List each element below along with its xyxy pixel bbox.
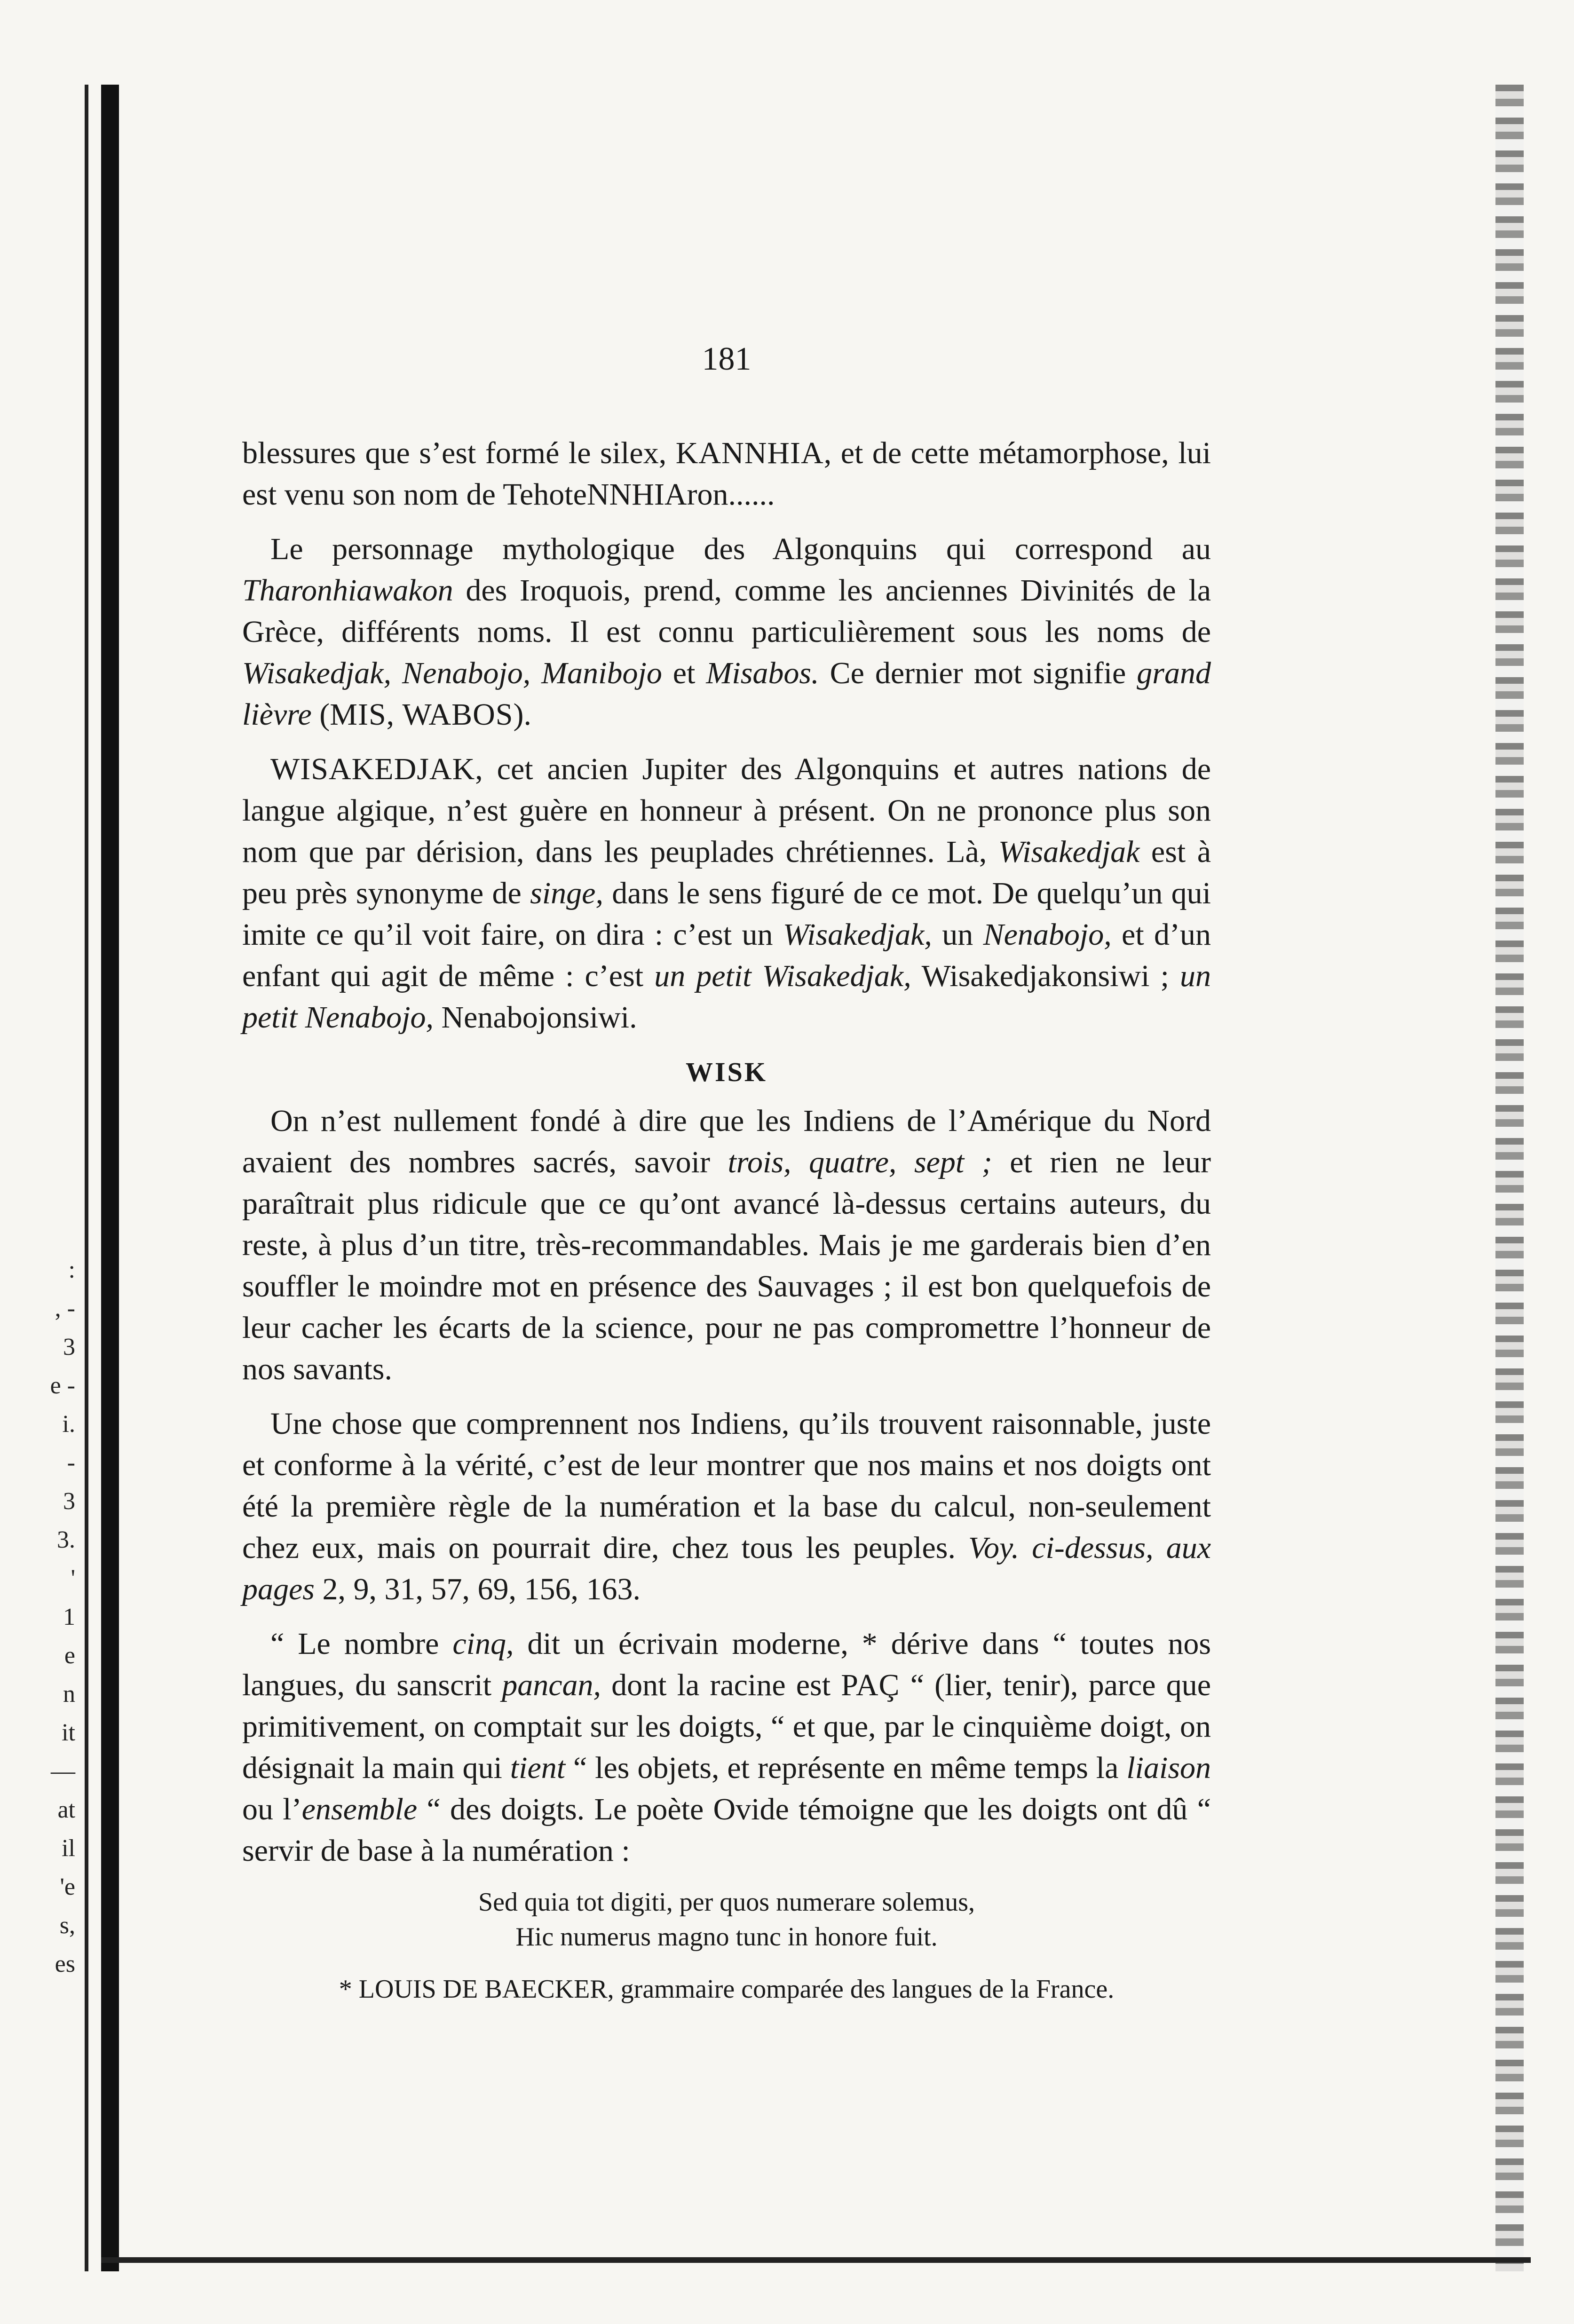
section-heading: WISK xyxy=(686,1057,767,1087)
text-run: des Iroquois, prend, comme les anciennes Divinités de la Grèce, différents noms. Il est connu particulièrement sous les noms de xyxy=(242,573,1211,649)
text-run: Ce dernier mot signifie xyxy=(819,656,1137,690)
margin-fragment: it xyxy=(62,1719,75,1746)
paragraph xyxy=(242,1403,1211,1610)
italic-text: ensemble xyxy=(301,1792,418,1826)
margin-fragment: - xyxy=(67,1449,75,1476)
margin-fragment: es xyxy=(55,1951,75,1977)
paragraph xyxy=(242,433,1211,515)
margin-fragment: il xyxy=(62,1835,75,1862)
text-run: et rien ne leur paraîtrait plus ridicule que ce qu’ont avancé là-dessus certains auteurs, du reste, à plus d’un titre, très-recommandables. Mais je me garderais bien d’en souffler le moindre mot en présence des Sauvages ; il est bon quelquefois de leur cacher les écarts de la science, pour ne pas compromettre l’honneur de nos savants. xyxy=(242,1145,1211,1386)
margin-fragment: s, xyxy=(59,1912,75,1939)
text-run: “ (lier, tenir), parce que primitivement, on comptait sur les doigts, “ et que, par le cinquième doigt, on désignait la main qui xyxy=(242,1668,1211,1785)
italic-text: un petit Wisakedjak, xyxy=(654,959,911,993)
text-run: , et de cette métamorphose, lui est venu son nom de TehoteNNHIAron...... xyxy=(242,436,1211,512)
margin-fragment: 3. xyxy=(57,1526,75,1553)
margin-fragment: i. xyxy=(62,1411,75,1438)
smallcaps-text: KANNHIA xyxy=(675,436,824,470)
paragraph-group-1 xyxy=(242,433,1211,1038)
margin-fragment: 'e xyxy=(60,1873,75,1900)
text-run: dans le sens figuré de ce mot. De quelqu’un qui imite ce qu’il voit faire, on dira : c’est un xyxy=(242,876,1211,952)
text-run: un xyxy=(932,917,983,952)
paragraph xyxy=(242,1623,1211,1872)
text-run: “ les objets, et représente en même temps la xyxy=(565,1751,1127,1785)
paragraph-group-2 xyxy=(242,1100,1211,1872)
margin-fragment: 1 xyxy=(63,1604,75,1630)
italic-text: cinq, xyxy=(452,1627,514,1661)
margin-fragment: at xyxy=(57,1796,75,1823)
smallcaps-text: PAÇ xyxy=(841,1668,900,1702)
margin-fragment: n xyxy=(63,1681,75,1707)
italic-text: Wisakedjak xyxy=(998,835,1140,869)
margin-fragment: ' xyxy=(71,1565,75,1592)
text-run: ou l’ xyxy=(242,1792,302,1826)
page-number: 181 xyxy=(702,341,751,377)
scan-border-bottom xyxy=(101,2257,1531,2263)
text-run: dont la racine est xyxy=(601,1668,841,1702)
scan-border-right xyxy=(1495,85,1524,2271)
italic-text: Wisakedjak, xyxy=(783,917,932,952)
page-body xyxy=(242,433,1211,2010)
italic-text: Nenabojo, xyxy=(983,917,1112,952)
margin-fragments xyxy=(5,1251,75,1984)
text-run: dit un écrivain moderne, * dérive dans “ toutes nos langues, du sanscrit xyxy=(242,1627,1211,1702)
italic-text: Misabos. xyxy=(706,656,819,690)
margin-fragment: : xyxy=(68,1257,75,1283)
paragraph xyxy=(242,749,1211,1038)
italic-text: Wisakedjak, Nenabojo, Manibojo xyxy=(242,656,662,690)
scan-border-thin xyxy=(85,85,88,2271)
text-run: et xyxy=(662,656,706,690)
text-run: Le personnage mythologique des Algonquins qui correspond au xyxy=(270,532,1211,566)
verse-line: Hic numerus magno tunc in honore fuit. xyxy=(515,1922,938,1952)
text-run: 2, 9, 31, 57, 69, 156, 163. xyxy=(314,1572,641,1606)
italic-text: Tharonhiawakon xyxy=(242,573,453,608)
italic-text: Voy. ci-dessus, aux pages xyxy=(242,1531,1211,1606)
italic-text: un petit Nenabojo, xyxy=(242,959,1211,1035)
text-run: , cet ancien Jupiter des Algonquins et autres nations de langue algique, n’est guère en honneur à présent. On ne prononce plus son nom que par dérision, dans les peuplades chrétiennes. Là, xyxy=(242,752,1211,869)
text-run: “ Le nombre xyxy=(270,1627,453,1661)
text-run: Nenabojonsiwi. xyxy=(433,1000,637,1035)
paragraph xyxy=(242,1100,1211,1390)
margin-fragment: , - xyxy=(55,1295,75,1322)
footnote: * LOUIS DE BAECKER, grammaire comparée des langues de la France. xyxy=(339,1975,1115,2004)
scan-border-left xyxy=(101,85,119,2271)
text-run: ( xyxy=(311,697,330,732)
text-run: est à peu près synonyme de xyxy=(242,835,1211,910)
text-run: “ des doigts. Le poète Ovide témoigne que les doigts ont dû “ servir de base à la numération : xyxy=(242,1792,1211,1868)
margin-fragment: — xyxy=(51,1758,75,1785)
italic-text: pancan, xyxy=(502,1668,601,1702)
italic-text: tient xyxy=(510,1751,566,1785)
margin-fragment: 3 xyxy=(63,1334,75,1360)
latin-verse xyxy=(242,1885,1211,1954)
verse-line: Sed quia tot digiti, per quos numerare solemus, xyxy=(478,1888,975,1917)
smallcaps-text: MIS, WABOS xyxy=(330,697,514,732)
text-run: ). xyxy=(513,697,531,732)
italic-text: liaison xyxy=(1126,1751,1211,1785)
italic-text: singe, xyxy=(530,876,603,910)
margin-fragment: 3 xyxy=(63,1488,75,1515)
text-run: et d’un enfant qui agit de même : c’est xyxy=(242,917,1211,993)
text-run: blessures que s’est formé le silex, xyxy=(242,436,676,470)
text-run: Une chose que comprennent nos Indiens, qu’ils trouvent raisonnable, juste et conforme à la vérité, c’est de leur montrer que nos mains et nos doigts ont été la première règle de la numération et la base du calcul, non-seulement chez eux, mais on pourrait dire, chez tous les peuples. xyxy=(242,1407,1211,1565)
text-run: On n’est nullement fondé à dire que les Indiens de l’Amérique du Nord avaient des nombres sacrés, savoir xyxy=(242,1104,1211,1179)
smallcaps-text: WISAKEDJAK xyxy=(270,752,475,786)
paragraph xyxy=(242,529,1211,735)
margin-fragment: e xyxy=(64,1642,75,1669)
text-run: Wisakedjakonsiwi ; xyxy=(911,959,1180,993)
margin-fragment: e - xyxy=(50,1372,75,1399)
italic-text: trois, quatre, sept ; xyxy=(728,1145,992,1179)
italic-text: grand lièvre xyxy=(242,656,1211,732)
